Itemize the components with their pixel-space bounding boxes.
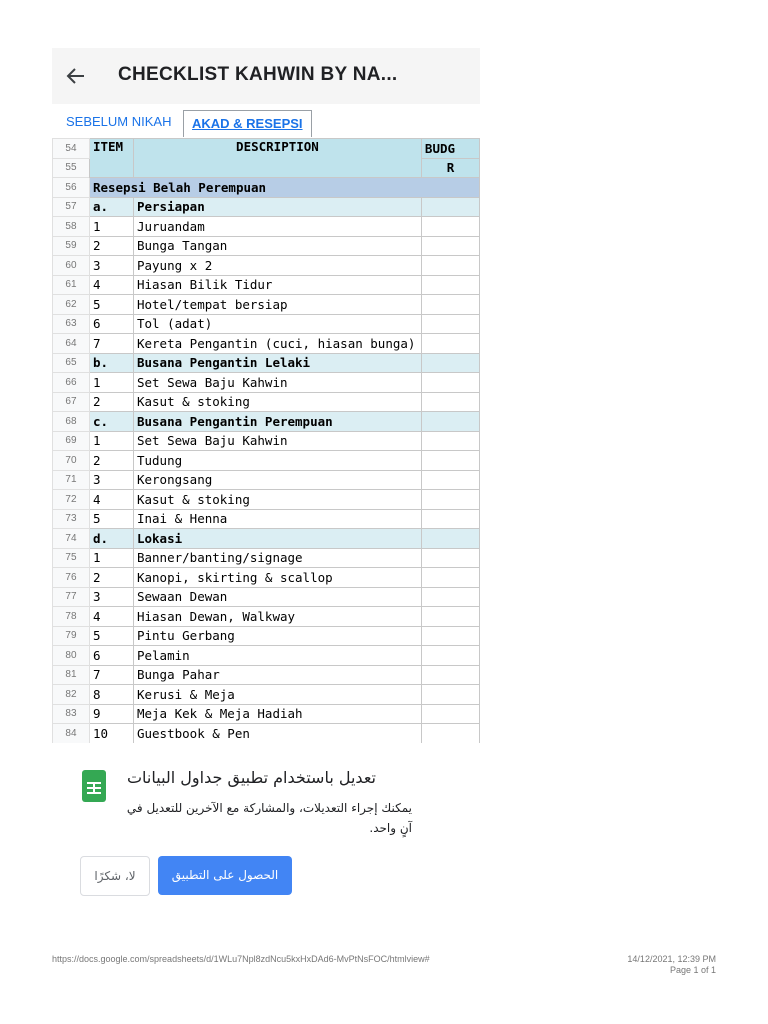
row-number: 83 [53, 704, 90, 724]
footer-url: https://docs.google.com/spreadsheets/d/1WLu7Npl8zdNcu5kxHxDAd6-MvPtNsFOC/htmlview# [52, 954, 430, 964]
budget-cell[interactable] [421, 256, 479, 276]
table-row [53, 587, 480, 607]
category-row [53, 197, 480, 217]
budget-cell[interactable] [421, 392, 479, 412]
budget-cell[interactable] [421, 470, 479, 490]
item-cell[interactable]: 1 [89, 373, 133, 393]
row-number: 82 [53, 685, 90, 705]
table-row [53, 470, 480, 490]
budget-cell[interactable] [421, 607, 479, 627]
row-number: 56 [53, 178, 90, 198]
description-cell[interactable]: Pelamin [133, 646, 421, 666]
description-cell[interactable]: Set Sewa Baju Kahwin [133, 373, 421, 393]
table-row [53, 295, 480, 315]
budget-cell[interactable] [421, 451, 479, 471]
row-number: 65 [53, 353, 90, 373]
app-bar [52, 48, 480, 105]
item-cell[interactable]: 5 [89, 626, 133, 646]
table-row [53, 314, 480, 334]
item-cell[interactable]: b. [89, 353, 133, 373]
google-sheets-icon [82, 770, 106, 802]
budget-cell[interactable] [421, 295, 479, 315]
item-cell[interactable]: 3 [89, 256, 133, 276]
description-cell[interactable]: Meja Kek & Meja Hadiah [133, 704, 421, 724]
sheet-table [52, 138, 480, 743]
category-row [53, 353, 480, 373]
table-row [53, 548, 480, 568]
table-row [53, 490, 480, 510]
row-number: 58 [53, 217, 90, 237]
budget-cell[interactable] [421, 568, 479, 588]
row-number: 57 [53, 197, 90, 217]
description-cell[interactable]: Inai & Henna [133, 509, 421, 529]
description-cell[interactable]: Tudung [133, 451, 421, 471]
table-row [53, 217, 480, 237]
description-cell[interactable]: Persiapan [133, 197, 421, 217]
item-cell[interactable]: 2 [89, 451, 133, 471]
header-row [53, 139, 480, 159]
table-row [53, 568, 480, 588]
description-cell[interactable]: Hiasan Bilik Tidur [133, 275, 421, 295]
footer-page: Page 1 of 1 [669, 965, 716, 975]
item-cell[interactable]: 5 [89, 295, 133, 315]
table-row [53, 626, 480, 646]
budget-cell[interactable] [421, 724, 479, 744]
budget-cell[interactable] [421, 626, 479, 646]
budget-cell[interactable] [421, 490, 479, 510]
budget-cell[interactable] [421, 587, 479, 607]
description-cell[interactable]: Busana Pengantin Lelaki [133, 353, 421, 373]
row-number: 64 [53, 334, 90, 354]
budget-cell[interactable] [421, 275, 479, 295]
description-cell[interactable]: Set Sewa Baju Kahwin [133, 431, 421, 451]
row-number: 71 [53, 470, 90, 490]
tab-akad-resepsi[interactable]: AKAD & RESEPSI [183, 110, 312, 137]
row-number: 62 [53, 295, 90, 315]
description-cell[interactable]: Pintu Gerbang [133, 626, 421, 646]
section-title-cell[interactable]: Resepsi Belah Perempuan [89, 178, 479, 198]
row-number: 77 [53, 587, 90, 607]
document-title: CHECKLIST KAHWIN BY NA... [118, 64, 398, 85]
row-number: 63 [53, 314, 90, 334]
row-number: 60 [53, 256, 90, 276]
row-number: 80 [53, 646, 90, 666]
item-cell[interactable]: 6 [89, 646, 133, 666]
item-cell[interactable]: 4 [89, 275, 133, 295]
description-cell[interactable]: Bunga Pahar [133, 665, 421, 685]
table-row [53, 665, 480, 685]
row-number: 70 [53, 451, 90, 471]
description-cell[interactable]: Payung x 2 [133, 256, 421, 276]
category-row [53, 412, 480, 432]
description-cell[interactable]: Bunga Tangan [133, 236, 421, 256]
description-cell[interactable]: Kereta Pengantin (cuci, hiasan bunga) [133, 334, 421, 354]
table-row [53, 275, 480, 295]
budget-cell[interactable] [421, 217, 479, 237]
description-cell[interactable]: Kasut & stoking [133, 392, 421, 412]
spreadsheet-grid[interactable] [52, 138, 480, 743]
no-thanks-button[interactable]: لا، شكرًا [80, 856, 150, 896]
description-cell[interactable]: Kasut & stoking [133, 490, 421, 510]
header-budget[interactable]: BUDG [421, 139, 479, 159]
description-cell[interactable]: Hotel/tempat bersiap [133, 295, 421, 315]
row-number: 73 [53, 509, 90, 529]
table-row [53, 334, 480, 354]
row-number: 54 [53, 139, 90, 159]
row-number: 74 [53, 529, 90, 549]
table-row [53, 607, 480, 627]
item-cell[interactable]: 6 [89, 314, 133, 334]
budget-cell[interactable] [421, 373, 479, 393]
header-description[interactable]: DESCRIPTION [133, 139, 421, 178]
table-row [53, 392, 480, 412]
table-row [53, 256, 480, 276]
budget-cell[interactable] [421, 334, 479, 354]
budget-cell[interactable] [421, 665, 479, 685]
table-row [53, 724, 480, 744]
budget-cell[interactable] [421, 685, 479, 705]
item-cell[interactable]: 2 [89, 568, 133, 588]
budget-cell[interactable] [421, 548, 479, 568]
table-row [53, 509, 480, 529]
header-budget-sub[interactable]: R [421, 158, 479, 178]
row-number: 66 [53, 373, 90, 393]
row-number: 75 [53, 548, 90, 568]
item-cell[interactable]: 7 [89, 665, 133, 685]
item-cell[interactable]: c. [89, 412, 133, 432]
table-row [53, 704, 480, 724]
item-cell[interactable]: d. [89, 529, 133, 549]
footer-datetime: 14/12/2021, 12:39 PM [627, 954, 716, 964]
row-number: 69 [53, 431, 90, 451]
item-cell[interactable]: 1 [89, 548, 133, 568]
table-row [53, 431, 480, 451]
budget-cell[interactable] [421, 704, 479, 724]
description-cell[interactable]: Tol (adat) [133, 314, 421, 334]
item-cell[interactable]: 3 [89, 470, 133, 490]
category-row [53, 529, 480, 549]
description-cell[interactable]: Kerusi & Meja [133, 685, 421, 705]
item-cell[interactable]: 2 [89, 236, 133, 256]
table-row [53, 451, 480, 471]
item-cell[interactable]: 3 [89, 587, 133, 607]
row-number: 55 [53, 158, 90, 178]
description-cell[interactable]: Lokasi [133, 529, 421, 549]
row-number: 79 [53, 626, 90, 646]
sheet-tabs [52, 104, 480, 139]
row-number: 72 [53, 490, 90, 510]
item-cell[interactable]: 8 [89, 685, 133, 705]
row-number: 78 [53, 607, 90, 627]
footer-meta [627, 954, 716, 976]
item-cell[interactable]: 1 [89, 217, 133, 237]
row-number: 81 [53, 665, 90, 685]
table-row [53, 646, 480, 666]
banner-text: يمكنك إجراء التعديلات، والمشاركة مع الآخرين للتعديل في آنٍ واحد. [126, 801, 412, 835]
description-cell[interactable]: Kerongsang [133, 470, 421, 490]
row-number: 76 [53, 568, 90, 588]
budget-cell[interactable] [421, 646, 479, 666]
get-app-button[interactable]: الحصول على التطبيق [158, 856, 292, 895]
description-cell[interactable]: Kanopi, skirting & scallop [133, 568, 421, 588]
tab-sebelum-nikah[interactable]: SEBELUM NIKAH [66, 114, 172, 129]
description-cell[interactable]: Busana Pengantin Perempuan [133, 412, 421, 432]
get-app-banner [52, 760, 480, 908]
item-cell[interactable]: 5 [89, 509, 133, 529]
section-row [53, 178, 480, 198]
item-cell[interactable]: 4 [89, 490, 133, 510]
item-cell[interactable]: 7 [89, 334, 133, 354]
budget-cell[interactable] [421, 353, 479, 373]
item-cell[interactable]: 9 [89, 704, 133, 724]
budget-cell[interactable] [421, 431, 479, 451]
back-arrow-icon[interactable] [62, 62, 90, 90]
table-row [53, 373, 480, 393]
row-number: 61 [53, 275, 90, 295]
row-number: 68 [53, 412, 90, 432]
budget-cell[interactable] [421, 412, 479, 432]
table-row [53, 685, 480, 705]
description-cell[interactable]: Sewaan Dewan [133, 587, 421, 607]
budget-cell[interactable] [421, 509, 479, 529]
item-cell[interactable]: a. [89, 197, 133, 217]
description-cell[interactable]: Banner/banting/signage [133, 548, 421, 568]
item-cell[interactable]: 1 [89, 431, 133, 451]
description-cell[interactable]: Guestbook & Pen [133, 724, 421, 744]
banner-title: تعديل باستخدام تطبيق جداول البيانات [126, 768, 376, 787]
budget-cell[interactable] [421, 236, 479, 256]
budget-cell[interactable] [421, 314, 479, 334]
item-cell[interactable]: 10 [89, 724, 133, 744]
description-cell[interactable]: Juruandam [133, 217, 421, 237]
item-cell[interactable]: 2 [89, 392, 133, 412]
row-number: 84 [53, 724, 90, 744]
page-edge [480, 48, 492, 748]
description-cell[interactable]: Hiasan Dewan, Walkway [133, 607, 421, 627]
budget-cell[interactable] [421, 529, 479, 549]
item-cell[interactable]: 4 [89, 607, 133, 627]
header-item[interactable]: ITEM [89, 139, 133, 178]
table-row [53, 236, 480, 256]
budget-cell[interactable] [421, 197, 479, 217]
row-number: 59 [53, 236, 90, 256]
row-number: 67 [53, 392, 90, 412]
